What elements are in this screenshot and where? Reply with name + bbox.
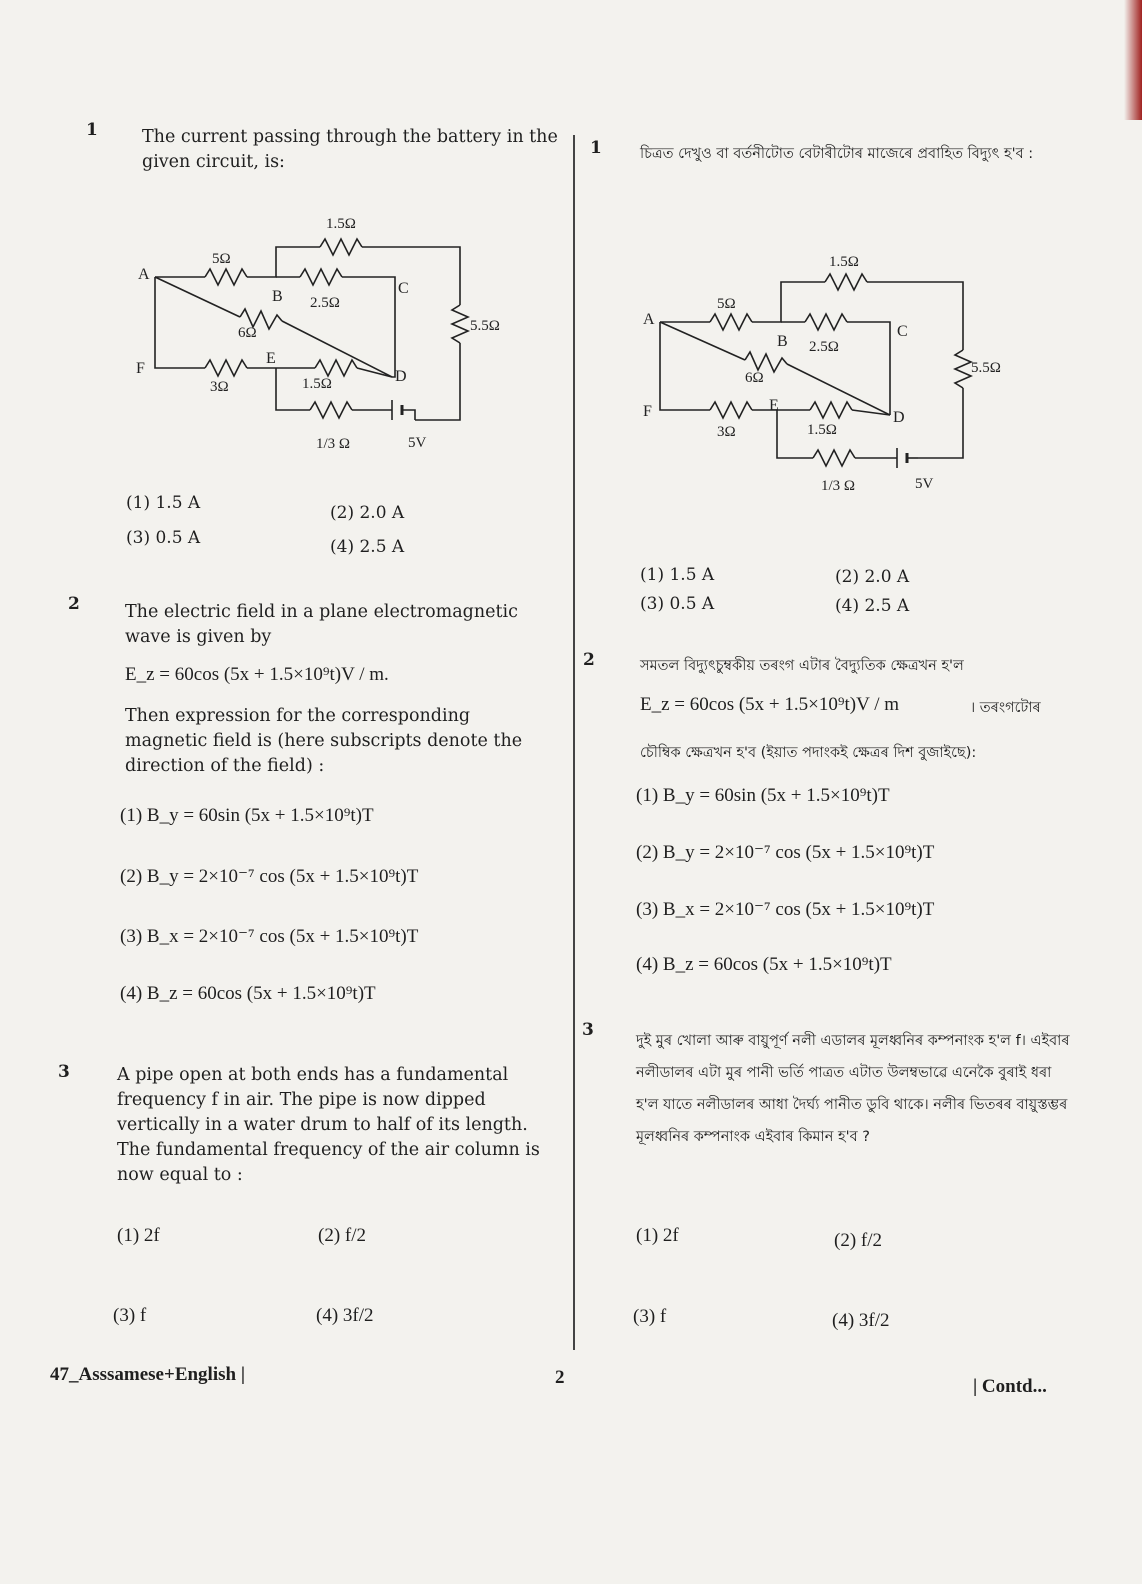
circuit-diagram <box>130 205 530 475</box>
node-label-b: B <box>777 333 788 350</box>
option-1[interactable]: (1) 2f <box>117 1225 160 1246</box>
option-1[interactable]: (1) B_y = 60sin (5x + 1.5×10⁹t)T <box>636 785 890 806</box>
question-text: সমতল বিদ্যুৎচুম্বকীয় তৰংগ এটাৰ বৈদ্যুতিক ক্ষেত্ৰখন হ'ল <box>640 658 964 674</box>
option-1[interactable]: (1) 2f <box>636 1225 679 1246</box>
resistor-label: 1/3 Ω <box>821 478 856 494</box>
field-equation: E_z = 60cos (5x + 1.5×10⁹t)V / m <box>640 694 900 715</box>
question-text: Then expression for the corresponding magnetic field is (here subscripts denote the direction of the field) : <box>125 706 523 776</box>
column-divider <box>573 135 575 1350</box>
node-label-c: C <box>398 280 409 297</box>
node-label-a: A <box>643 311 655 328</box>
continued-label: | Contd... <box>973 1376 1047 1397</box>
option-4[interactable]: (4) 2.5 A <box>835 596 910 616</box>
node-label-e: E <box>769 397 779 414</box>
node-label-f: F <box>643 403 652 420</box>
node-label-d: D <box>395 368 407 385</box>
resistor-label: 5.5Ω <box>470 318 500 334</box>
resistor-label: 3Ω <box>717 424 736 440</box>
battery-label: 5V <box>408 435 427 451</box>
resistor-label: 5Ω <box>717 296 736 312</box>
option-1[interactable]: (1) 1.5 A <box>640 565 715 585</box>
resistor-label: 5.5Ω <box>971 360 1001 376</box>
question-text: । তৰংগটোৰ <box>970 700 1041 716</box>
node-label-c: C <box>897 323 908 340</box>
page-edge <box>1124 0 1142 120</box>
option-3[interactable]: (3) 0.5 A <box>640 594 715 614</box>
resistor-label: 1.5Ω <box>807 422 837 438</box>
resistor-label: 6Ω <box>238 325 257 341</box>
question-number: 1 <box>86 120 98 140</box>
question-number: 2 <box>68 594 80 614</box>
option-1[interactable]: (1) B_y = 60sin (5x + 1.5×10⁹t)T <box>120 805 374 826</box>
option-4[interactable]: (4) B_z = 60cos (5x + 1.5×10⁹t)T <box>636 954 892 975</box>
question-text: The current passing through the battery in the given circuit, is: <box>142 127 558 172</box>
resistor-label: 1.5Ω <box>326 216 356 232</box>
circuit-diagram <box>635 250 1035 510</box>
option-3[interactable]: (3) B_x = 2×10⁻⁷ cos (5x + 1.5×10⁹t)T <box>636 899 935 920</box>
option-3[interactable]: (3) B_x = 2×10⁻⁷ cos (5x + 1.5×10⁹t)T <box>120 926 419 947</box>
resistor-label: 1.5Ω <box>829 254 859 270</box>
battery-label: 5V <box>915 476 934 492</box>
option-4[interactable]: (4) 2.5 A <box>330 537 405 557</box>
node-label-a: A <box>138 266 150 283</box>
option-1[interactable]: (1) 1.5 A <box>126 493 201 513</box>
question-number: 3 <box>582 1020 594 1040</box>
question-text: The electric field in a plane electromagnetic wave is given by <box>125 602 518 647</box>
node-label-d: D <box>893 409 905 426</box>
question-number: 3 <box>58 1062 70 1082</box>
option-4[interactable]: (4) 3f/2 <box>316 1305 374 1326</box>
resistor-label: 1/3 Ω <box>316 436 351 452</box>
question-number: 1 <box>590 138 602 158</box>
question-number: 2 <box>583 650 595 670</box>
resistor-label: 3Ω <box>210 379 229 395</box>
option-2[interactable]: (2) B_y = 2×10⁻⁷ cos (5x + 1.5×10⁹t)T <box>120 866 419 887</box>
page-number: 2 <box>555 1367 565 1388</box>
question-text: চিত্ৰত দেখুও বা বৰ্তনীটোত বেটাৰীটোৰ মাজেৰে প্ৰবাহিত বিদ্যুৎ হ'ব : <box>640 146 1034 162</box>
resistor-label: 6Ω <box>745 370 764 386</box>
footer-code: 47_Asssamese+English | <box>50 1364 246 1385</box>
question-text: দুই মুৰ খোলা আৰু বায়ুপূৰ্ণ নলী এডালৰ মূলধ্বনিৰ কম্পনাংক হ'ল f। এইবাৰ নলীডালৰ এটা মুৰ পানী ভৰ্তি পাত্ৰত এটাত উলম্বভাৱে এনেকৈ বুৰাই ধৰা হ'ল যাতে নলীডালৰ আধা দৈৰ্ঘ্য পানীত ডুবি থাকে। নলীৰ ভিতৰৰ বায়ুস্তম্ভৰ মূলধ্বনিৰ কম্পনাংক এইবাৰ কিমান হ'ব ? <box>636 1033 1070 1145</box>
field-equation: E_z = 60cos (5x + 1.5×10⁹t)V / m. <box>125 664 389 685</box>
node-label-b: B <box>272 288 283 305</box>
option-2[interactable]: (2) f/2 <box>834 1230 883 1251</box>
question-text: চৌম্বিক ক্ষেত্ৰখন হ'ব (ইয়াত পদাংকই ক্ষেত্ৰৰ দিশ বুজাইছে): <box>640 745 977 761</box>
option-3[interactable]: (3) f <box>633 1306 667 1327</box>
resistor-label: 1.5Ω <box>302 376 332 392</box>
option-4[interactable]: (4) 3f/2 <box>832 1310 890 1331</box>
option-4[interactable]: (4) B_z = 60cos (5x + 1.5×10⁹t)T <box>120 983 376 1004</box>
option-3[interactable]: (3) 0.5 A <box>126 528 201 548</box>
question-text: A pipe open at both ends has a fundamental frequency f in air. The pipe is now dipped vertically in a water drum to half of its length. The fundamental frequency of the air column is now equal to : <box>117 1065 540 1185</box>
node-label-e: E <box>266 350 276 367</box>
resistor-label: 2.5Ω <box>809 339 839 355</box>
node-label-f: F <box>136 360 145 377</box>
option-2[interactable]: (2) 2.0 A <box>330 503 405 523</box>
option-3[interactable]: (3) f <box>113 1305 147 1326</box>
resistor-label: 5Ω <box>212 251 231 267</box>
option-2[interactable]: (2) B_y = 2×10⁻⁷ cos (5x + 1.5×10⁹t)T <box>636 842 935 863</box>
option-2[interactable]: (2) 2.0 A <box>835 567 910 587</box>
resistor-label: 2.5Ω <box>310 295 340 311</box>
option-2[interactable]: (2) f/2 <box>318 1225 367 1246</box>
